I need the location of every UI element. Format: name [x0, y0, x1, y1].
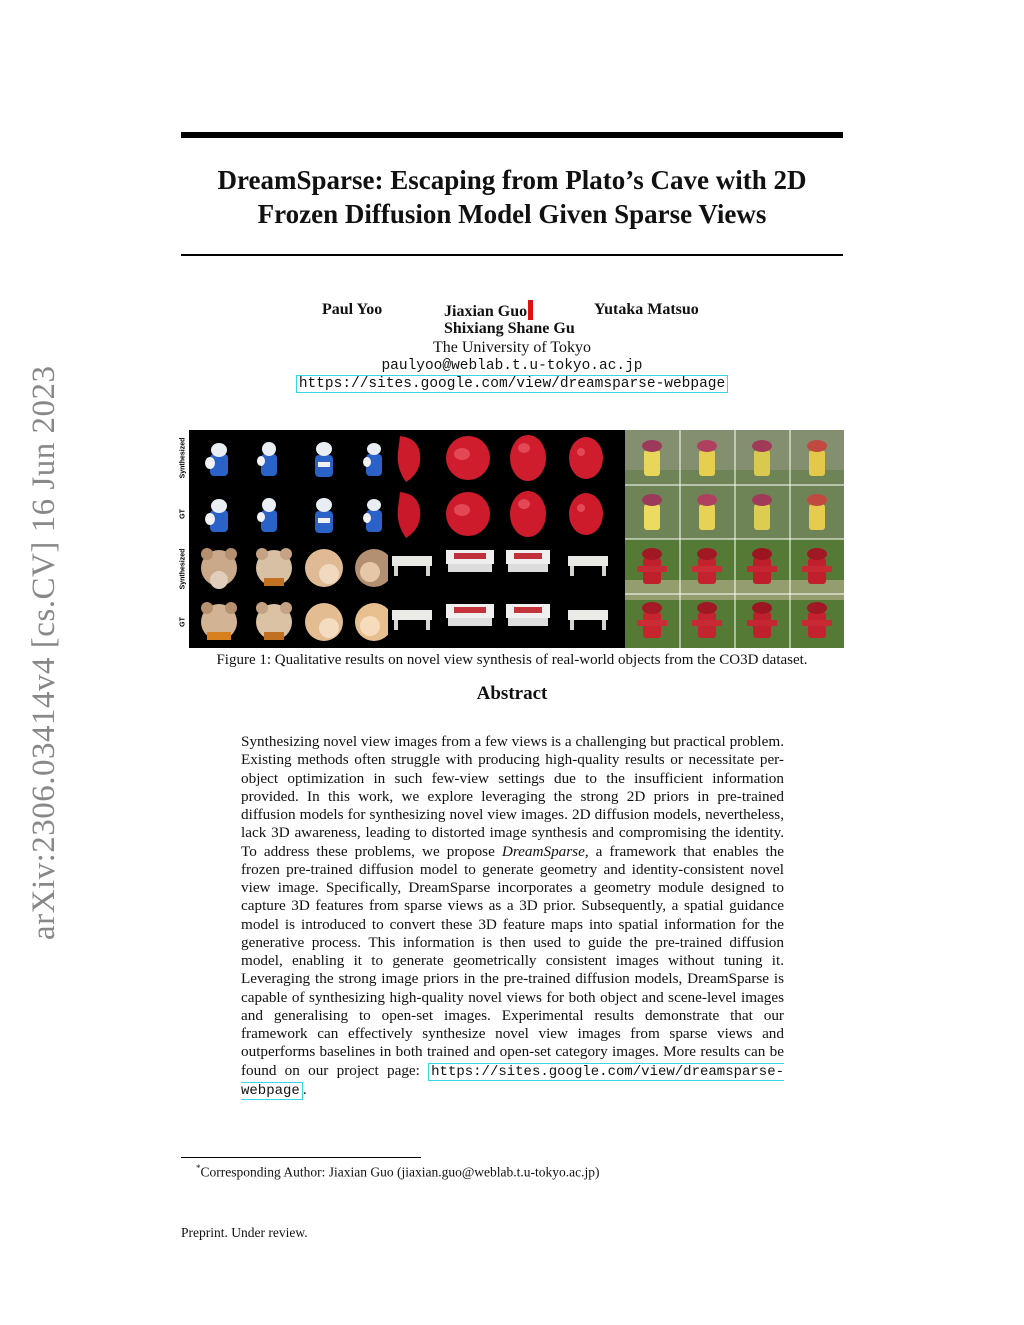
footnote: [196, 1160, 599, 1181]
title-line-1: DreamSparse: Escaping from Plato’s Cave with 2D: [217, 165, 807, 195]
abstract-project-link[interactable]: https://sites.google.com/view/dreamsparse-webpage: [241, 1063, 784, 1099]
title-line-2: Frozen Diffusion Model Given Sparse Views: [257, 199, 767, 229]
author-email: paulyoo@weblab.t.u-tokyo.ac.jp: [381, 358, 643, 374]
row-label-4: GT: [179, 617, 187, 627]
footnote-text: Corresponding Author: Jiaxian Guo (jiaxian.guo@weblab.t.u-tokyo.ac.jp): [200, 1164, 600, 1180]
figure-caption: Figure 1: Qualitative results on novel view synthesis of real-world objects from the CO3D dataset.: [216, 652, 808, 668]
title-top-rule: [181, 132, 843, 138]
footnote-rule: [181, 1157, 421, 1158]
figure-panel-outdoor-hydrants: [625, 430, 844, 648]
author-shixiang-shane-gu: Shixiang Shane Gu: [444, 320, 575, 337]
arxiv-identifier: arXiv:2306.03414v4 [cs.CV] 16 Jun 2023: [26, 365, 62, 940]
preprint-note: Preprint. Under review.: [181, 1225, 308, 1240]
bench-row-gt: [392, 604, 608, 630]
blue-hydrant-row-synth: [205, 442, 382, 477]
title-bottom-rule: [181, 254, 843, 256]
abstract-end: .: [302, 1080, 307, 1098]
outdoor-hydrant-thumbnails: [625, 430, 844, 648]
figure-panel-redtoy-bench: [388, 430, 625, 648]
abstract-method-name: DreamSparse: [501, 842, 585, 860]
redtoy-bench-thumbnails: [388, 430, 625, 648]
paper-title: [181, 163, 843, 231]
teddy-row-synth: [201, 548, 388, 589]
row-label-2: GT: [179, 509, 187, 519]
figure-panel-hydrant-teddy: [189, 430, 388, 648]
abstract-text-2: , a framework that enables the frozen pre-trained diffusion model to generate geometry and identity-consistent novel view image. Specifically, DreamSparse incorporates a geometry module designed to capture 3D features from sparse views as a 3D prior. Subsequently, a spatial guidance model is introduced to convert these 3D feature maps into spatial information for the generative process. This information is then used to guide the pre-trained diffusion model, enabling it to generate geometrically consistent images without tuning it. Leveraging the strong image priors in the pre-trained diffusion models, DreamSparse is capable of synthesizing high-quality novel views for both object and scene-level images and generalising to open-set images. Experimental results demonstrate that our framework can effectively synthesize novel view images from sparse views and outperforms baselines in both trained and open-set category images. More results can be found on our project page:: [241, 842, 784, 1079]
corresponding-author-mark[interactable]: [528, 300, 533, 320]
project-url-link[interactable]: https://sites.google.com/view/dreamsparse-webpage: [296, 375, 728, 393]
affiliation: The University of Tokyo: [432, 339, 592, 356]
figure-1: [176, 430, 844, 648]
author-paul-yoo: Paul Yoo: [322, 301, 383, 318]
row-label-3: Synthesized: [179, 548, 187, 590]
abstract-body: [241, 733, 784, 1100]
row-label-1: Synthesized: [179, 437, 187, 479]
hydrant-teddy-thumbnails: [189, 430, 388, 648]
project-url-line: [181, 375, 843, 394]
abstract-heading: Abstract: [476, 683, 548, 704]
footnote-mark: *: [196, 1163, 201, 1173]
red-toy-row-gt: [398, 491, 603, 538]
author-name: Jiaxian Guo: [444, 303, 528, 320]
red-toy-row-synth: [398, 435, 603, 482]
abstract-text-1: Synthesizing novel view images from a few views is a challenging but practical problem. Existing methods often struggle with producing high-quality results or necessitate per-object optimization in such few-view settings due to the insufficient information provided. In this work, we explore leveraging the strong 2D priors in pre-trained diffusion models for synthesizing novel view images. 2D diffusion models, nevertheless, lack 3D awareness, leading to distorted image synthesis and compromising the identity. To address these problems, we propose: [241, 733, 784, 860]
author-jiaxian-guo: [444, 300, 533, 321]
bench-row-synth: [392, 550, 608, 576]
blue-hydrant-row-gt: [205, 498, 382, 533]
author-yutaka-matsuo: Yutaka Matsuo: [594, 301, 699, 318]
teddy-row-gt: [201, 602, 388, 641]
